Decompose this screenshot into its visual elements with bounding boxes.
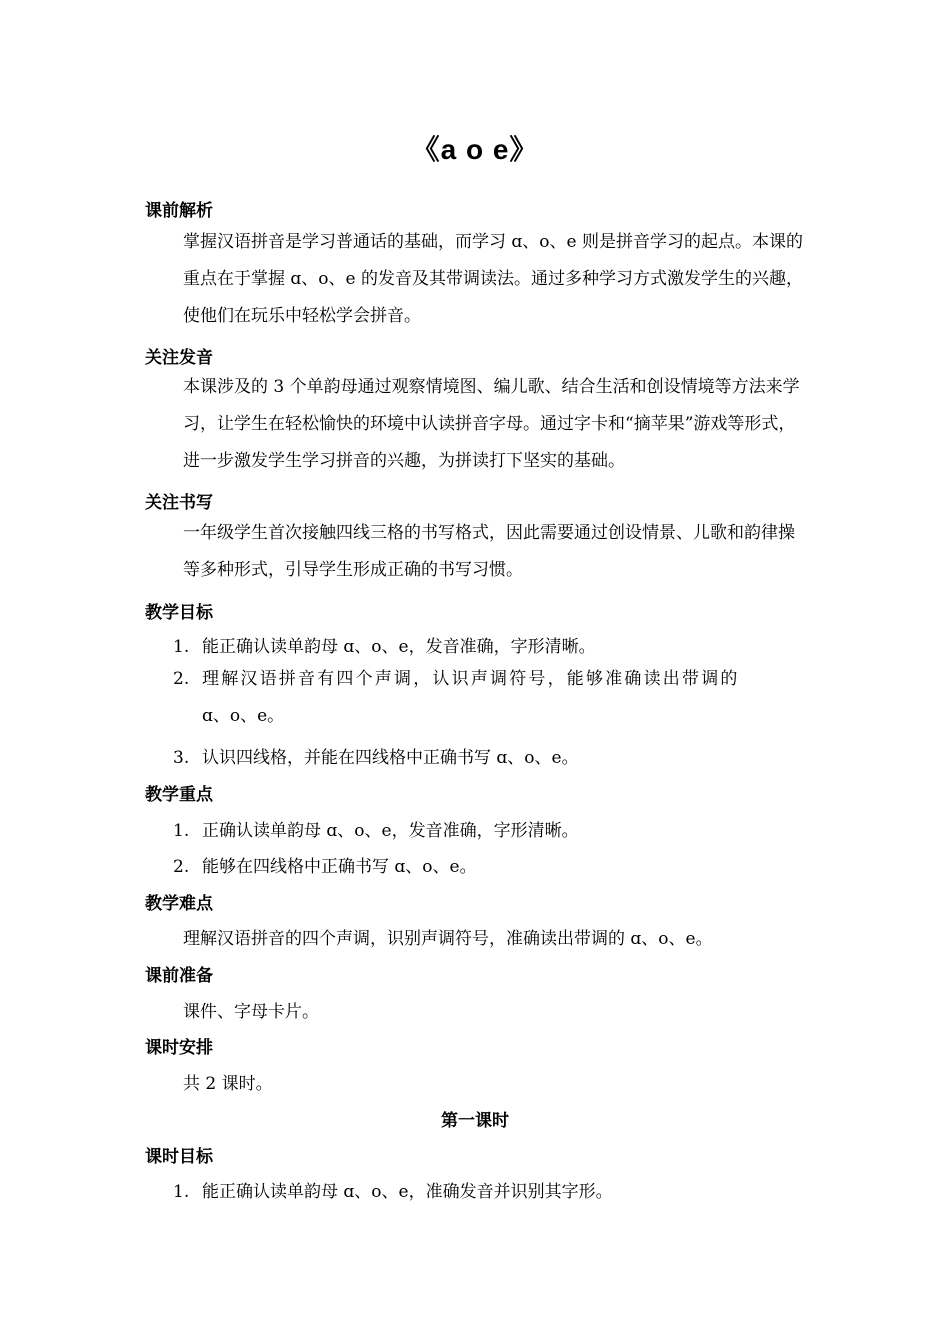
section-heading-pronunciation: 关注发音: [145, 348, 213, 368]
paragraph-difficulties: 理解汉语拼音的四个声调，识别声调符号，准确读出带调的 ɑ、o、e。: [183, 929, 713, 949]
list-item-text: 正确认读单韵母 ɑ、o、e，发音准确，字形清晰。: [202, 821, 579, 841]
paragraph-writing: [145, 515, 807, 589]
paragraph-pronunciation-text: 本课涉及的 3 个单韵母通过观察情境图、编儿歌、结合生活和创设情境等方法来学习，让学生在轻松愉快的环境中认读拼音字母。通过字卡和“摘苹果”游戏等形式，进一步激发学生学习拼音的兴趣，为拼读打下坚实的基础。: [183, 377, 800, 471]
list-item: [173, 743, 579, 768]
list-item-number: 3.: [173, 748, 190, 768]
lesson-one-title: 第一课时: [441, 1111, 509, 1131]
section-heading-writing: 关注书写: [145, 493, 213, 513]
section-heading-lesson-goals: 课时目标: [145, 1147, 213, 1167]
list-item-text: 能正确认读单韵母 ɑ、o、e，发音准确，字形清晰。: [202, 637, 596, 657]
section-heading-goals: 教学目标: [145, 603, 213, 623]
document-title: 《a o e》: [411, 134, 539, 165]
list-item: [173, 1177, 613, 1202]
list-item-text: 能够在四线格中正确书写 ɑ、o、e。: [202, 857, 477, 877]
paragraph-schedule: 共 2 课时。: [183, 1074, 273, 1094]
list-item-number: 1.: [173, 1182, 190, 1202]
list-item-text: 理解汉语拼音有四个声调，认识声调符号，能够准确读出带调的: [202, 669, 740, 689]
paragraph-analysis-text: 掌握汉语拼音是学习普通话的基础，而学习 ɑ、o、e 则是拼音学习的起点。本课的重点在于掌握 ɑ、o、e 的发音及其带调读法。通过多种学习方式激发学生的兴趣，使他们在玩乐中轻松学会拼音。: [183, 232, 803, 326]
section-heading-key-points: 教学重点: [145, 785, 213, 805]
list-item-text: 能正确认读单韵母 ɑ、o、e，准确发音并识别其字形。: [202, 1182, 613, 1202]
paragraph-analysis: [145, 224, 807, 335]
list-item: [173, 661, 807, 735]
paragraph-pronunciation: [145, 369, 807, 480]
section-heading-difficulties: 教学难点: [145, 894, 213, 914]
list-item: [173, 852, 477, 877]
section-heading-preparation: 课前准备: [145, 966, 213, 986]
list-item-text: 认识四线格，并能在四线格中正确书写 ɑ、o、e。: [202, 748, 579, 768]
list-item-number: 2.: [173, 669, 190, 689]
section-heading-analysis: 课前解析: [145, 201, 213, 221]
list-item-number: 1.: [173, 637, 190, 657]
list-item: [173, 816, 579, 841]
list-item-number: 2.: [173, 857, 190, 877]
list-item-continuation: ɑ、o、e。: [202, 706, 285, 726]
section-heading-schedule: 课时安排: [145, 1038, 213, 1058]
list-item: [173, 632, 596, 657]
paragraph-writing-text: 一年级学生首次接触四线三格的书写格式，因此需要通过创设情景、儿歌和韵律操等多种形式，引导学生形成正确的书写习惯。: [183, 523, 795, 580]
list-item-number: 1.: [173, 821, 190, 841]
paragraph-preparation: 课件、字母卡片。: [183, 1002, 319, 1022]
